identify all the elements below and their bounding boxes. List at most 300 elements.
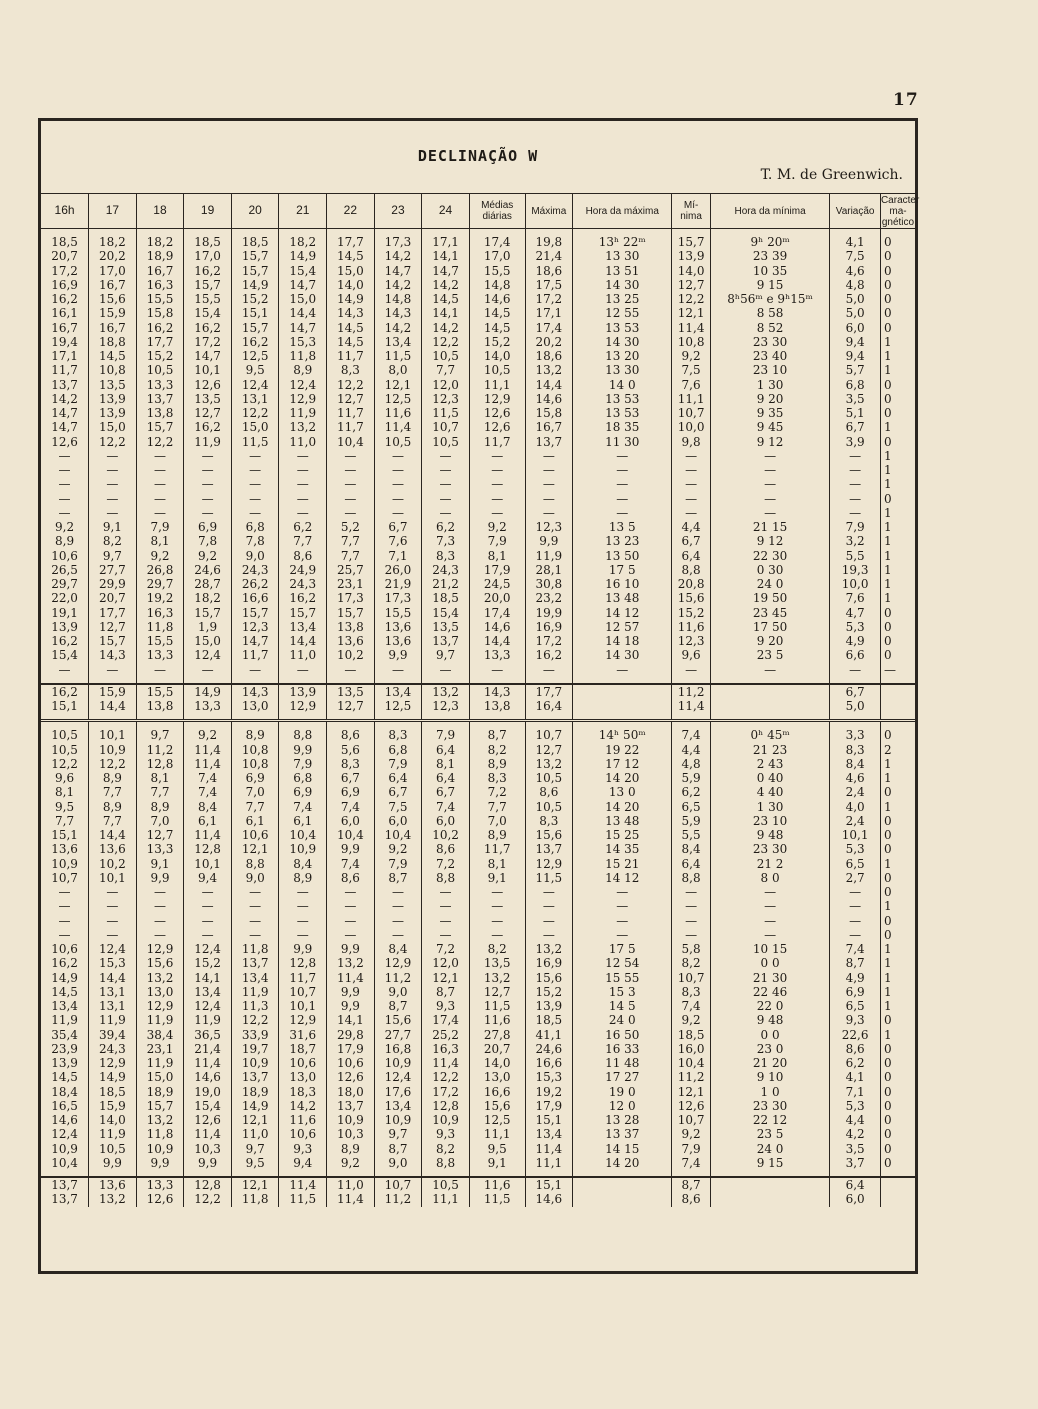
table-cell: 12,7 [89, 620, 137, 634]
table-cell: — [422, 492, 470, 506]
table-cell: 7,5 [830, 249, 881, 263]
table-cell: 8,3 [830, 743, 881, 757]
spacer-cell [374, 1170, 422, 1177]
table-cell: 17 27 [573, 1070, 672, 1084]
table-cell: 13ʰ 22ᵐ [573, 235, 672, 249]
table-cell: 18,7 [279, 1042, 327, 1056]
table-cell: 21,4 [184, 1042, 232, 1056]
table-cell: 4,9 [830, 634, 881, 648]
table-cell: 9,1 [469, 1156, 525, 1170]
table-cell: 11,2 [374, 971, 422, 985]
table-cell: 8,4 [374, 942, 422, 956]
table-cell: 10,1 [279, 999, 327, 1013]
table-cell: 16,2 [279, 591, 327, 605]
table-cell: 12,9 [374, 956, 422, 970]
table-cell: 17,1 [525, 306, 573, 320]
table-cell: 26,0 [374, 563, 422, 577]
table-cell: — [672, 449, 710, 463]
table-cell: 1 [880, 477, 915, 491]
spacer-cell [672, 721, 710, 729]
table-cell: 7,4 [672, 999, 710, 1013]
daily-row [41, 728, 915, 742]
table-cell: 13,8 [136, 699, 184, 713]
table-cell: — [422, 914, 470, 928]
table-cell: 12,6 [184, 378, 232, 392]
table-cell: 11,5 [525, 871, 573, 885]
table-cell: — [279, 899, 327, 913]
table-cell: 11,7 [51, 363, 78, 378]
table-cell: 8,1 [469, 857, 525, 871]
table-cell: 13,7 [51, 377, 78, 392]
table-cell: 28,1 [525, 563, 573, 577]
table-cell: 20,7 [51, 249, 78, 264]
table-cell: 12,3 [422, 392, 470, 406]
table-cell: 21,9 [374, 577, 422, 591]
table-cell: 11,4 [184, 828, 232, 842]
table-cell: 14,2 [51, 391, 78, 406]
daily-row [41, 1042, 915, 1056]
table-cell: — [672, 477, 710, 491]
column-header: 16h [41, 194, 89, 229]
mean-row [41, 684, 915, 699]
table-cell: — [672, 463, 710, 477]
table-cell: 12,5 [231, 349, 279, 363]
table-cell: 7,9 [374, 857, 422, 871]
spacer-cell [710, 677, 830, 684]
table-cell: 12,1 [231, 842, 279, 856]
table-cell: 16,2 [41, 684, 89, 699]
table-cell: 26,5 [51, 562, 78, 577]
table-cell: 12 54 [573, 956, 672, 970]
table-cell: 8,9 [231, 728, 279, 742]
table-cell: 24,5 [469, 577, 525, 591]
table-cell: 9,1 [89, 520, 137, 534]
table-cell: — [525, 463, 573, 477]
table-cell: 8,2 [422, 1142, 470, 1156]
table-cell: 16,8 [374, 1042, 422, 1056]
table-cell: 15,1 [525, 1113, 573, 1127]
table-cell [573, 1177, 672, 1192]
table-cell: 10,5 [422, 1177, 470, 1192]
table-cell: 17 12 [573, 757, 672, 771]
table-cell: 12,4 [231, 378, 279, 392]
column-header: 20 [231, 194, 279, 229]
table-cell: 15 21 [573, 857, 672, 871]
table-cell: 15,7 [136, 1099, 184, 1113]
table-cell: 12,1 [231, 1113, 279, 1127]
table-cell: — [525, 449, 573, 463]
column-header: Mí- nima [672, 194, 710, 229]
table-cell: 6,4 [672, 857, 710, 871]
table-cell: 15,6 [525, 828, 573, 842]
table-cell: — [231, 449, 279, 463]
table-cell: 13,8 [327, 620, 375, 634]
table-cell: 6,0 [830, 1192, 881, 1206]
table-cell: 0 [880, 406, 915, 420]
table-cell: 13,3 [184, 699, 232, 713]
table-cell: 2,7 [830, 871, 881, 885]
table-cell: 11,4 [279, 1177, 327, 1192]
daily-row [41, 1127, 915, 1141]
table-cell: 14,1 [422, 249, 470, 263]
table-cell: 7,3 [422, 534, 470, 548]
table-cell: 9,2 [184, 728, 232, 742]
table-cell: 10,9 [279, 842, 327, 856]
table-cell: — [525, 914, 573, 928]
table-cell: 36,5 [184, 1028, 232, 1042]
table-cell: 1,9 [184, 620, 232, 634]
table-cell: — [279, 663, 327, 677]
table-cell: 17,2 [525, 634, 573, 648]
table-cell: 5,5 [830, 549, 881, 563]
table-cell: — [184, 492, 232, 506]
table-cell: — [672, 928, 710, 942]
table-cell: — [672, 506, 710, 520]
table-cell: 1 [880, 577, 915, 591]
table-cell: 5,0 [830, 306, 881, 320]
table-cell: 35,4 [51, 1027, 78, 1042]
daily-row [41, 306, 915, 320]
table-cell: 11,7 [327, 406, 375, 420]
table-cell: 0 [880, 264, 915, 278]
daily-row [41, 506, 915, 520]
table-cell: 0 [880, 1142, 915, 1156]
table-cell: — [231, 477, 279, 491]
table-cell: — [573, 663, 672, 677]
table-cell: — [327, 914, 375, 928]
table-cell: 25,2 [422, 1028, 470, 1042]
table-cell: 12,2 [89, 757, 137, 771]
table-cell: 11,9 [136, 1013, 184, 1027]
table-cell: 12,7 [525, 743, 573, 757]
table-cell: 6,9 [184, 520, 232, 534]
table-cell: 10,2 [89, 857, 137, 871]
table-cell: 10,0 [830, 577, 881, 591]
table-cell: 23 39 [710, 249, 830, 263]
daily-row [41, 378, 915, 392]
table-cell: 10,9 [89, 743, 137, 757]
table-cell: 23,2 [525, 591, 573, 605]
table-cell: 7,7 [231, 800, 279, 814]
table-cell: 15,5 [374, 606, 422, 620]
table-cell: 14 30 [573, 278, 672, 292]
table-cell: 13,7 [327, 1099, 375, 1113]
table-cell: — [231, 492, 279, 506]
spacer-cell [710, 1170, 830, 1177]
table-cell: 11,9 [51, 1013, 78, 1028]
table-cell: — [231, 663, 279, 677]
table-cell: 16,6 [469, 1085, 525, 1099]
table-cell: 7,2 [422, 857, 470, 871]
table-cell: 18,2 [136, 235, 184, 249]
table-cell: 1 [880, 520, 915, 534]
table-cell: 18,3 [279, 1085, 327, 1099]
table-cell: 7,7 [55, 813, 75, 828]
table-cell: 11,0 [231, 1127, 279, 1141]
table-cell: — [279, 928, 327, 942]
table-cell: 10,7 [422, 420, 470, 434]
table-cell: 20,2 [525, 335, 573, 349]
table-cell: — [279, 477, 327, 491]
table-cell: 9,9 [374, 648, 422, 662]
daily-row [41, 449, 915, 463]
table-cell: 15 55 [573, 971, 672, 985]
table-cell: 9 48 [710, 1013, 830, 1027]
table-cell: 15,7 [279, 606, 327, 620]
table-cell: 15,6 [136, 956, 184, 970]
table-cell: 10,9 [422, 1113, 470, 1127]
table-cell: 14,5 [327, 335, 375, 349]
table-cell: 11,6 [374, 406, 422, 420]
table-cell: 14,6 [469, 620, 525, 634]
table-cell: 13,6 [374, 634, 422, 648]
table-cell: — [422, 463, 470, 477]
table-cell: 11,8 [136, 620, 184, 634]
table-cell: 0 [880, 648, 915, 662]
table-cell [710, 684, 830, 699]
table-cell: 19,1 [51, 605, 78, 620]
table-cell: 16,7 [89, 278, 137, 292]
table-cell: 10,6 [279, 1127, 327, 1141]
daily-row [41, 1056, 915, 1070]
spacer-cell [89, 1170, 137, 1177]
table-cell: — [136, 492, 184, 506]
table-cell: 13 48 [573, 814, 672, 828]
table-cell: 16,2 [184, 321, 232, 335]
table-cell: 13,0 [279, 1070, 327, 1084]
table-cell: 13,5 [184, 392, 232, 406]
table-cell: 9,5 [231, 1156, 279, 1170]
table-cell: — [89, 899, 137, 913]
table-cell: 0 [880, 620, 915, 634]
table-cell: — [573, 885, 672, 899]
table-cell: 5,9 [672, 771, 710, 785]
table-cell: 5,6 [327, 743, 375, 757]
table-cell: — [830, 663, 881, 677]
table-cell [710, 1177, 830, 1192]
table-cell: 10,7 [672, 1113, 710, 1127]
table-cell: 17 5 [573, 942, 672, 956]
daily-row [41, 392, 915, 406]
table-cell: 8,1 [55, 785, 75, 800]
table-cell: 13 50 [573, 549, 672, 563]
table-cell: 8,6 [525, 785, 573, 799]
spacer-cell [573, 721, 672, 729]
table-cell: 14,9 [184, 684, 232, 699]
table-cell: — [327, 477, 375, 491]
daily-row [41, 914, 915, 928]
column-header: 17 [89, 194, 137, 229]
table-cell: 13,1 [89, 985, 137, 999]
table-cell: 12,2 [51, 756, 78, 771]
table-cell: — [672, 492, 710, 506]
daily-row [41, 278, 915, 292]
table-cell: 10,7 [51, 870, 78, 885]
table-cell: — [89, 885, 137, 899]
table-cell: 11,5 [469, 1192, 525, 1206]
daily-row [41, 871, 915, 885]
table-cell: — [573, 506, 672, 520]
table-cell: 7,7 [327, 534, 375, 548]
table-cell: 14,8 [469, 278, 525, 292]
table-cell: 0ʰ 45ᵐ [710, 728, 830, 742]
table-cell: 14,2 [374, 321, 422, 335]
table-cell: 11,9 [89, 1127, 137, 1141]
table-cell: 1 [880, 463, 915, 477]
table-cell: 14,6 [51, 1113, 78, 1127]
table-cell: 10,1 [830, 828, 881, 842]
table-cell: 17,5 [525, 278, 573, 292]
table-cell: 6,0 [422, 814, 470, 828]
table-cell: 14,2 [374, 278, 422, 292]
daily-row [41, 885, 915, 899]
table-cell: 13,7 [525, 435, 573, 449]
table-cell: 12,7 [327, 699, 375, 713]
declination-table-frame [38, 118, 918, 1274]
spacer-cell [231, 713, 279, 721]
table-cell: 9,7 [136, 728, 184, 742]
table-cell: — [525, 477, 573, 491]
table-cell: — [327, 899, 375, 913]
table-cell: 20,7 [89, 591, 137, 605]
table-cell: 7,4 [830, 942, 881, 956]
table-cell: 11,6 [672, 620, 710, 634]
table-cell: 17,9 [469, 563, 525, 577]
table-cell: 8,9 [327, 1142, 375, 1156]
table-cell: 13,0 [136, 985, 184, 999]
table-cell: 15,7 [184, 278, 232, 292]
table-cell: 9,0 [231, 549, 279, 563]
table-cell: 0 [880, 392, 915, 406]
table-cell: 12,2 [231, 406, 279, 420]
table-cell: 0 [880, 885, 915, 899]
table-cell: 21 15 [710, 520, 830, 534]
table-cell: 10,6 [279, 1056, 327, 1070]
table-cell: — [374, 477, 422, 491]
table-cell: 9,9 [327, 999, 375, 1013]
table-cell: 31,6 [279, 1028, 327, 1042]
table-cell: 13,2 [525, 942, 573, 956]
table-cell: 11,6 [469, 1013, 525, 1027]
table-cell: 4,8 [830, 278, 881, 292]
table-cell: 18,5 [231, 235, 279, 249]
table-cell: 11,9 [184, 435, 232, 449]
table-cell: 12,5 [469, 1113, 525, 1127]
table-cell: 14 30 [573, 648, 672, 662]
table-cell: 18,9 [136, 1085, 184, 1099]
table-cell: 12,6 [184, 1113, 232, 1127]
table-cell: — [830, 449, 881, 463]
table-cell: 12 57 [573, 620, 672, 634]
header-row [41, 194, 915, 229]
table-cell: — [184, 449, 232, 463]
table-cell: 24,6 [525, 1042, 573, 1056]
table-cell: 19,8 [525, 235, 573, 249]
table-cell: 10,0 [672, 420, 710, 434]
table-cell: 29,9 [89, 577, 137, 591]
table-cell: — [58, 491, 71, 506]
table-cell: 7,0 [231, 785, 279, 799]
table-cell: 23,9 [51, 1041, 78, 1056]
daily-row [41, 1028, 915, 1042]
table-cell: 3,7 [830, 1156, 881, 1170]
table-cell: — [279, 449, 327, 463]
table-cell: 0 [880, 1156, 915, 1170]
table-cell: 17,2 [422, 1085, 470, 1099]
table-cell: 17,4 [422, 1013, 470, 1027]
table-cell: — [374, 463, 422, 477]
table-cell: 8,9 [469, 828, 525, 842]
table-cell: 11,4 [327, 1192, 375, 1206]
table-cell: 13,7 [41, 1177, 89, 1192]
table-cell: 19,0 [184, 1085, 232, 1099]
table-cell: 3,3 [830, 728, 881, 742]
table-cell: 15,5 [136, 684, 184, 699]
table-cell: 10,5 [374, 435, 422, 449]
table-cell: 12,4 [184, 942, 232, 956]
table-cell: 12,1 [672, 306, 710, 320]
table-cell: 23 45 [710, 606, 830, 620]
table-cell: 1 [880, 971, 915, 985]
spacer-cell [231, 1170, 279, 1177]
table-cell: 17,0 [184, 249, 232, 263]
table-cell: 19 50 [710, 591, 830, 605]
table-cell: 0 [880, 1085, 915, 1099]
table-cell: 11,0 [279, 435, 327, 449]
table-cell: 10,7 [374, 1177, 422, 1192]
table-cell: 9,2 [184, 549, 232, 563]
table-cell: 14,0 [469, 1056, 525, 1070]
table-cell: 13,4 [184, 985, 232, 999]
table-cell: — [830, 885, 881, 899]
table-cell: 11,8 [231, 942, 279, 956]
table-cell: 2 [880, 743, 915, 757]
daily-row [41, 956, 915, 970]
table-cell: — [469, 477, 525, 491]
column-header: 18 [136, 194, 184, 229]
table-cell: 11,7 [327, 420, 375, 434]
table-cell: 10,9 [327, 1113, 375, 1127]
table-cell: — [231, 885, 279, 899]
table-cell: 12 0 [573, 1099, 672, 1113]
table-cell: 6,0 [327, 814, 375, 828]
table-cell: 3,9 [830, 435, 881, 449]
table-cell: — [231, 506, 279, 520]
table-cell: 11,1 [525, 1156, 573, 1170]
table-cell: 1 [880, 857, 915, 871]
table-cell: 7,7 [469, 800, 525, 814]
table-cell: 1 [880, 549, 915, 563]
table-cell: 12,2 [672, 292, 710, 306]
table-cell: 10,1 [89, 871, 137, 885]
table-cell: 9,9 [327, 985, 375, 999]
table-cell: — [279, 914, 327, 928]
table-cell: 10,7 [279, 985, 327, 999]
daily-row [41, 1156, 915, 1170]
table-cell: 0 [880, 871, 915, 885]
table-cell: 13,2 [279, 420, 327, 434]
table-cell: 8,8 [672, 563, 710, 577]
table-cell: 10,5 [422, 435, 470, 449]
table-cell: 15,4 [184, 1099, 232, 1113]
table-cell: 12,2 [422, 1070, 470, 1084]
table-cell: 11,8 [231, 1192, 279, 1206]
column-header: 23 [374, 194, 422, 229]
daily-row [41, 743, 915, 757]
table-cell: 16,6 [525, 1056, 573, 1070]
table-cell: 8,7 [469, 728, 525, 742]
table-cell: 5,0 [830, 292, 881, 306]
